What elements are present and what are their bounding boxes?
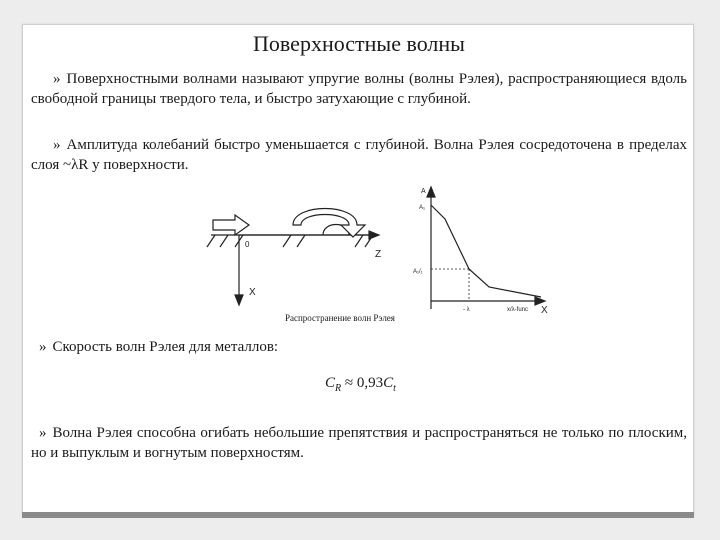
paragraph-3 xyxy=(31,337,687,357)
figure-caption: Распространение волн Рэлея xyxy=(285,313,395,323)
paragraph-4 xyxy=(31,423,687,463)
bullet-marker: » xyxy=(53,71,61,87)
mid-amplitude-label: A₁/₁ xyxy=(413,269,423,275)
z-arrow-icon xyxy=(369,231,379,239)
bullet-marker: » xyxy=(39,425,47,441)
paragraph-1-text: Поверхностными волнами называют упругие волны (волны Рэлея), распространяющиеся вдоль свободной границы твердого тела, и быстро затухающие с глубиной. xyxy=(31,71,687,107)
formula-rhs: C xyxy=(383,375,394,391)
a1-label: A₁ xyxy=(419,205,426,211)
bullet-marker: » xyxy=(39,339,47,355)
amplitude-graph xyxy=(427,187,545,309)
origin-label: 0 xyxy=(245,240,250,249)
slide-title: Поверхностные волны xyxy=(253,31,465,56)
amplitude-axis-label: A xyxy=(421,188,426,195)
left-diagram xyxy=(207,209,382,306)
x-axis-label: X xyxy=(249,287,256,298)
rayleigh-figure xyxy=(23,25,695,325)
depth-x-arrow-icon xyxy=(535,297,545,305)
input-wave-arrow-icon xyxy=(213,215,249,235)
x-func-label: x/λ-func xyxy=(507,307,529,313)
paragraph-4-text: Волна Рэлея способна огибать небольшие препятствия и распространяться не только по плоским, но и выпуклым и вогнутым поверхностям. xyxy=(31,425,687,461)
amplitude-arrow-icon xyxy=(427,187,435,197)
surface-hatching xyxy=(207,235,373,247)
formula-lhs: C xyxy=(325,375,336,391)
depth-x-axis-label: X xyxy=(541,305,548,316)
slide-bottom-bar xyxy=(22,512,694,518)
decay-curve xyxy=(431,205,541,297)
formula-lhs-sub: R xyxy=(335,383,342,394)
rayleigh-speed-formula xyxy=(325,375,396,394)
curved-wave-arrow-icon xyxy=(293,209,365,238)
paragraph-2-text: Амплитуда колебаний быстро уменьшается с глубиной. Волна Рэлея сосредоточена в пределах слоя ~λR у поверхности. xyxy=(31,137,687,173)
formula-relation: ≈ 0,93 xyxy=(341,375,384,391)
formula-rhs-sub: t xyxy=(393,383,396,394)
paragraph-3-text: Скорость волн Рэлея для металлов: xyxy=(52,339,279,355)
bullet-marker: » xyxy=(53,137,61,153)
depth-arrow-icon xyxy=(235,295,243,305)
z-axis-label: Z xyxy=(375,249,382,260)
slide xyxy=(22,24,694,516)
lambda-tick-label: - λ xyxy=(463,307,470,313)
